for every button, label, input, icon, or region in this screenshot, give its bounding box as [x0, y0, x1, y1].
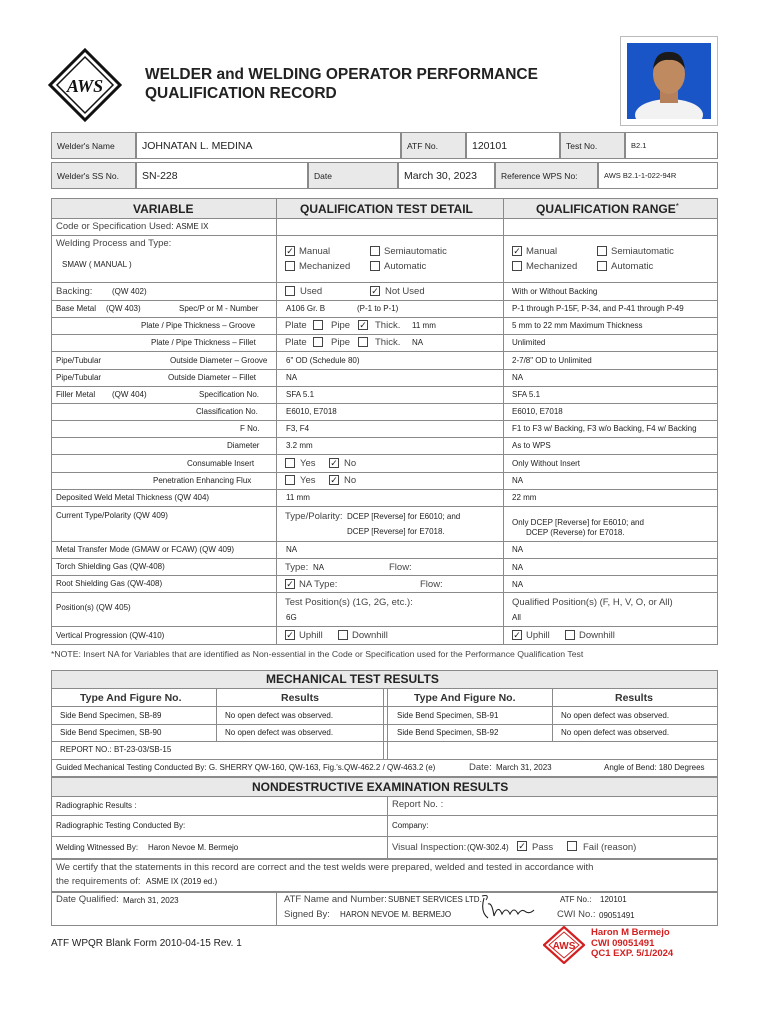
- ss-no-value: SN-228: [136, 162, 308, 189]
- od-groove-range: 2-7/8" OD to Unlimited: [512, 356, 592, 365]
- insert-range: Only Without Insert: [512, 459, 581, 468]
- certify-requirements: ASME IX (2019 ed.): [146, 877, 218, 886]
- detail-semiautomatic-label: Semiautomatic: [384, 246, 447, 257]
- detail-header: QUALIFICATION TEST DETAIL: [300, 202, 473, 216]
- range-manual-checkbox[interactable]: ✓: [513, 246, 521, 256]
- backing-ref: (QW 402): [112, 287, 147, 296]
- classification-label: Classification No.: [196, 407, 258, 416]
- signoff-atf-no-label: ATF No.:: [560, 895, 592, 904]
- insert-no-checkbox[interactable]: ✓: [330, 458, 338, 468]
- range-uphill-checkbox[interactable]: ✓: [513, 630, 521, 640]
- groove-range: 5 mm to 22 mm Maximum Thickness: [512, 321, 643, 330]
- deposited-range: 22 mm: [512, 493, 537, 502]
- classification-range: E6010, E7018: [512, 407, 563, 416]
- groove-pipe-checkbox[interactable]: ✓: [359, 320, 367, 330]
- range-header-text: QUALIFICATION RANGE: [536, 202, 676, 216]
- range-automatic-checkbox[interactable]: [597, 261, 607, 271]
- company-label: Company:: [392, 821, 429, 830]
- stamp-exp: QC1 EXP. 5/1/2024: [591, 948, 674, 959]
- transfer-label: Metal Transfer Mode (GMAW or FCAW) (QW 409): [56, 545, 235, 554]
- range-semiautomatic-checkbox[interactable]: [597, 246, 607, 256]
- od-groove-label: Outside Diameter – Groove: [170, 356, 268, 365]
- process-value: SMAW ( MANUAL ): [62, 260, 132, 269]
- code-value: ASME IX: [176, 222, 209, 231]
- signed-by-value: HARON NEVOE M. BERMEJO: [340, 910, 452, 919]
- range-mechanized-label: Mechanized: [526, 261, 578, 272]
- root-range: NA: [512, 580, 524, 589]
- code-label: Code or Specification Used:: [56, 221, 174, 232]
- od-fillet-label: Outside Diameter – Fillet: [168, 373, 257, 382]
- detail-downhill-checkbox[interactable]: [338, 630, 348, 640]
- transfer-value: NA: [286, 545, 298, 554]
- spec-no-label: Specification No.: [199, 390, 260, 399]
- backing-range: With or Without Backing: [512, 287, 598, 296]
- spec-no-range: SFA 5.1: [512, 390, 541, 399]
- range-header-asterisk: *: [675, 202, 679, 211]
- base-metal-label: Base Metal: [56, 304, 97, 313]
- form-title-line2: QUALIFICATION RECORD: [145, 85, 337, 102]
- pipe-tubular-label-2: Pipe/Tubular: [56, 373, 102, 382]
- mech-row1-result: No open defect was observed.: [225, 711, 334, 720]
- torch-type-label: Type:: [285, 562, 309, 573]
- root-gas-label: Root Shielding Gas (QW-408): [56, 579, 163, 588]
- aws-logo: [48, 48, 122, 122]
- detail-mechanized-checkbox[interactable]: [285, 261, 295, 271]
- variable-header: VARIABLE: [133, 202, 194, 216]
- aws-logo-text: AWS: [66, 76, 104, 96]
- visual-pass-label: Pass: [532, 842, 554, 853]
- current-range-2: DCEP (Reverse) for E7018.: [526, 528, 625, 537]
- cwi-stamp-logo-text: AWS: [552, 941, 576, 952]
- base-metal-range: P-1 through P-15F, P-34, and P-41 through P-49: [512, 304, 684, 313]
- fillet-thickness-label: Plate / Pipe Thickness – Fillet: [151, 338, 256, 347]
- groove-plate-label: Plate: [285, 320, 307, 331]
- spec-no-value: SFA 5.1: [286, 390, 315, 399]
- detail-uphill-label: Uphill: [299, 630, 323, 641]
- footnote: *NOTE: Insert NA for Variables that are identified as Non-essential in the Code or Specification used for the Performance Qualification Test: [51, 649, 584, 659]
- base-metal-ref: (QW 403): [106, 304, 141, 313]
- pipe-tubular-label: Pipe/Tubular: [56, 356, 102, 365]
- test-no-label: Test No.: [560, 132, 625, 159]
- signed-by-label: Signed By:: [284, 909, 330, 920]
- range-uphill-label: Uphill: [526, 630, 550, 641]
- ss-no-label: Welder's SS No.: [51, 162, 136, 189]
- transfer-range: NA: [512, 545, 524, 554]
- cwi-no-label: CWI No.:: [557, 909, 596, 920]
- insert-yes-label: Yes: [300, 458, 316, 469]
- nde-title: NONDESTRUCTIVE EXAMINATION RESULTS: [252, 780, 509, 794]
- torch-range: NA: [512, 563, 524, 572]
- qualified-positions-label: Qualified Position(s) (F, H, V, O, or All): [512, 597, 673, 608]
- current-range-1: Only DCEP [Reverse] for E6010; and: [512, 518, 644, 527]
- root-flow-label: Flow:: [420, 579, 443, 590]
- col-type-header-2: Type And Figure No.: [414, 692, 516, 704]
- date-qualified-value: March 31, 2023: [123, 896, 179, 905]
- visual-inspection-label: Visual Inspection:: [392, 842, 467, 853]
- detail-downhill-label: Downhill: [352, 630, 388, 641]
- torch-gas-label: Torch Shielding Gas (QW-408): [56, 562, 165, 571]
- torch-type-value: NA: [313, 563, 325, 572]
- fillet-pipe-label: Pipe: [331, 337, 351, 348]
- stamp-cwi: CWI 09051491: [591, 937, 655, 949]
- fillet-pipe-checkbox[interactable]: [358, 337, 368, 347]
- col-type-header-1: Type And Figure No.: [80, 692, 182, 704]
- mech-row1-type: Side Bend Specimen, SB-89: [60, 711, 162, 720]
- test-positions-label: Test Position(s) (1G, 2G, etc.):: [285, 597, 413, 608]
- mech-row1-type2: Side Bend Specimen, SB-91: [397, 711, 499, 720]
- deposited-label: Deposited Weld Metal Thickness (QW 404): [56, 493, 210, 502]
- backing-not-used-label: Not Used: [385, 286, 425, 297]
- groove-plate-checkbox[interactable]: [313, 320, 323, 330]
- date-label: Date: [308, 162, 398, 189]
- process-label: Welding Process and Type:: [56, 238, 172, 249]
- torch-flow-label: Flow:: [389, 562, 412, 573]
- position-range: All: [512, 613, 521, 622]
- mech-row2-type2: Side Bend Specimen, SB-92: [397, 728, 499, 737]
- classification-value: E6010, E7018: [286, 407, 337, 416]
- spec-p-label: Spec/P or M - Number: [179, 304, 259, 313]
- certify-line2: the requirements of:: [56, 876, 141, 887]
- signoff-atf-no-value: 120101: [600, 895, 627, 904]
- fillet-plate-checkbox[interactable]: [313, 337, 323, 347]
- atf-no-label: ATF No.: [401, 132, 466, 159]
- cwi-stamp-logo: [543, 926, 585, 964]
- visual-fail-label: Fail (reason): [583, 842, 637, 853]
- filler-metal-label: Filler Metal: [56, 390, 96, 399]
- deposited-value: 11 mm: [286, 493, 310, 502]
- fillet-plate-label: Plate: [285, 337, 307, 348]
- position-value: 6G: [286, 613, 297, 622]
- range-downhill-checkbox[interactable]: [565, 630, 575, 640]
- detail-manual-label: Manual: [299, 246, 331, 257]
- root-gas-checkbox[interactable]: ✓: [286, 579, 294, 589]
- detail-mechanized-label: Mechanized: [299, 261, 351, 272]
- flux-yes-checkbox[interactable]: [285, 475, 295, 485]
- date-qualified-label: Date Qualified:: [56, 894, 119, 905]
- welder-name-label: Welder's Name: [51, 132, 136, 159]
- flux-label: Penetration Enhancing Flux: [153, 476, 252, 485]
- groove-thick-label: Thick.: [375, 320, 401, 331]
- insert-yes-checkbox[interactable]: [285, 458, 295, 468]
- visual-pass-checkbox[interactable]: ✓: [518, 841, 526, 851]
- backing-used-checkbox[interactable]: [285, 286, 295, 296]
- mech-angle-of-bend: Angle of Bend: 180 Degrees: [604, 763, 705, 772]
- insert-no-label: No: [344, 458, 357, 469]
- cwi-stamp: [591, 928, 673, 960]
- detail-automatic-label: Automatic: [384, 261, 427, 272]
- fillet-thick-label: Thick.: [375, 337, 401, 348]
- wps-label: Reference WPS No:: [495, 162, 598, 189]
- current-value-2: DCEP [Reverse] for E7018.: [347, 527, 445, 536]
- range-semiautomatic-label: Semiautomatic: [611, 246, 674, 257]
- diameter-range: As to WPS: [512, 441, 551, 450]
- witnessed-value: Haron Nevoe M. Bermejo: [148, 843, 239, 852]
- od-groove-value: 6" OD (Schedule 80): [286, 356, 360, 365]
- base-metal-p: (P-1 to P-1): [357, 304, 399, 313]
- form-title-line1: WELDER and WELDING OPERATOR PERFORMANCE: [145, 66, 538, 83]
- detail-uphill-checkbox[interactable]: ✓: [286, 630, 294, 640]
- mech-report-no: REPORT NO.: BT-23-03/SB-15: [60, 745, 172, 754]
- groove-thickness-label: Plate / Pipe Thickness – Groove: [141, 321, 256, 330]
- vertical-label: Vertical Progression (QW-410): [56, 631, 165, 640]
- cwi-no-value: 09051491: [599, 911, 635, 920]
- mech-row2-result: No open defect was observed.: [225, 728, 334, 737]
- mech-date-label: Date:: [469, 762, 492, 773]
- certify-line1: We certify that the statements in this record are correct and the test welds were prepared, welded and tested in accordance with: [56, 862, 594, 873]
- rt-conducted-label: Radiographic Testing Conducted By:: [56, 821, 186, 830]
- flux-yes-label: Yes: [300, 475, 316, 486]
- root-type-label: NA Type:: [299, 579, 338, 590]
- backing-label: Backing:: [56, 286, 93, 297]
- consumable-insert-label: Consumable Insert: [187, 459, 255, 468]
- atf-no-value: 120101: [466, 132, 560, 159]
- col-results-header-1: Results: [281, 692, 319, 704]
- nde-report-no-label: Report No. :: [392, 799, 444, 810]
- mech-row2-type: Side Bend Specimen, SB-90: [60, 728, 162, 737]
- flux-no-label: No: [344, 475, 357, 486]
- witnessed-label: Welding Witnessed By:: [56, 843, 139, 852]
- backing-used-label: Used: [300, 286, 323, 297]
- welder-name-value: JOHNATAN L. MEDINA: [136, 132, 401, 159]
- atf-name-label: ATF Name and Number:: [284, 894, 387, 905]
- radiographic-results-label: Radiographic Results :: [56, 801, 137, 810]
- visual-fail-checkbox[interactable]: [567, 841, 577, 851]
- groove-thick-value: 11 mm: [412, 321, 436, 330]
- od-fillet-range: NA: [512, 373, 524, 382]
- groove-pipe-label: Pipe: [331, 320, 351, 331]
- flux-range: NA: [512, 476, 524, 485]
- range-header: [536, 203, 679, 215]
- atf-name-value: SUBNET SERVICES LTD.: [388, 895, 482, 904]
- od-fillet-value: NA: [286, 373, 298, 382]
- mechanical-title: MECHANICAL TEST RESULTS: [266, 672, 439, 686]
- flux-no-checkbox[interactable]: ✓: [330, 475, 338, 485]
- mech-conducted-by: Guided Mechanical Testing Conducted By: G. SHERRY QW-160, QW-163, Fig.'s.QW-462.2 / QW-463.2 (e): [56, 763, 436, 772]
- fillet-range: Unlimited: [512, 338, 546, 347]
- mech-row1-result2: No open defect was observed.: [561, 711, 670, 720]
- f-no-value: F3, F4: [286, 424, 310, 433]
- diameter-label: Diameter: [227, 441, 260, 450]
- date-value: March 30, 2023: [398, 162, 495, 189]
- f-no-label: F No.: [240, 424, 260, 433]
- f-no-range: F1 to F3 w/ Backing, F3 w/o Backing, F4 w/ Backing: [512, 424, 697, 433]
- current-value-1: DCEP [Reverse] for E6010; and: [347, 512, 461, 521]
- base-metal-value: A106 Gr. B: [286, 304, 326, 313]
- diameter-value: 3.2 mm: [286, 441, 313, 450]
- filler-metal-ref: (QW 404): [112, 390, 147, 399]
- mech-row2-result2: No open defect was observed.: [561, 728, 670, 737]
- test-no-value: B2.1: [625, 132, 718, 159]
- signature: [478, 894, 538, 924]
- col-results-header-2: Results: [615, 692, 653, 704]
- form-title: [145, 65, 538, 103]
- range-automatic-label: Automatic: [611, 261, 654, 272]
- current-label: Current Type/Polarity (QW 409): [56, 511, 168, 520]
- wps-value: AWS B2.1-1-022-94R: [598, 162, 718, 189]
- range-downhill-label: Downhill: [579, 630, 615, 641]
- detail-semiautomatic-checkbox[interactable]: [370, 246, 380, 256]
- stamp-name: Haron M Bermejo: [591, 927, 670, 938]
- position-label: Position(s) (QW 405): [56, 603, 131, 612]
- mech-date-value: March 31, 2023: [496, 763, 552, 772]
- type-polarity-label: Type/Polarity:: [285, 511, 343, 522]
- detail-manual-checkbox[interactable]: ✓: [286, 246, 294, 256]
- detail-automatic-checkbox[interactable]: [370, 261, 380, 271]
- range-mechanized-checkbox[interactable]: [512, 261, 522, 271]
- welder-photo: [620, 36, 718, 126]
- form-footer: ATF WPQR Blank Form 2010-04-15 Rev. 1: [51, 938, 242, 949]
- fillet-thick-value: NA: [412, 338, 424, 347]
- range-manual-label: Manual: [526, 246, 558, 257]
- backing-not-used-checkbox[interactable]: ✓: [371, 286, 379, 296]
- visual-inspection-ref: (QW-302.4): [467, 843, 509, 852]
